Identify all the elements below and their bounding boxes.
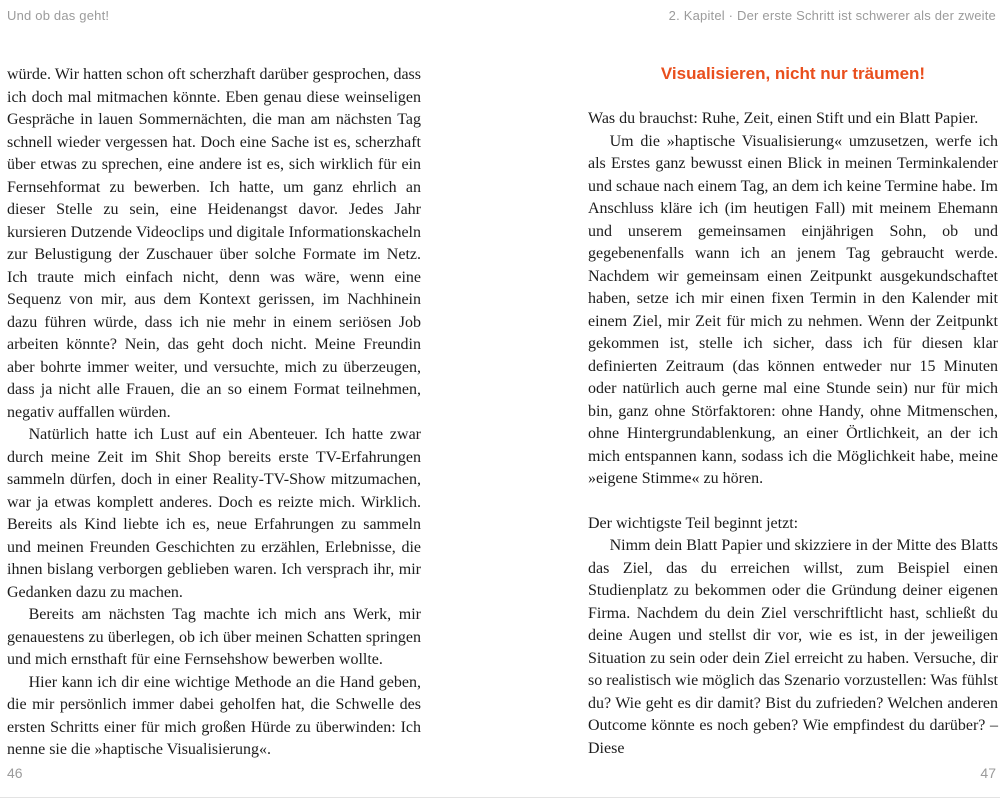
body-paragraph: Um die »haptische Visualisierung« umzusetzen, werfe ich als Erstes ganz bewusst einen Blick in meinen Terminkalender und schaue nach einem Tag, an dem ich keine Termine habe. Im Anschluss kläre ich (im heutigen Fall) mit meinem Ehemann und unserem gemeinsamen einjährigen Sohn, ob und gegebenenfalls wann ich an jenem Tag gebraucht werde. Nachdem wir gemeinsam einen Zeitpunkt ausgekundschaftet haben, setze ich mir einen fixen Termin in den Kalender mit einem Ziel, mir Zeit für mich zu nehmen. Wenn der Zeitpunkt gekommen ist, stelle ich sicher, dass ich für diesen klar definierten Zeitraum (das können entweder nur 15 Minuten oder natürlich auch gerne mal eine Stunde sein) nur für mich bin, ganz ohne Störfaktoren: ohne Handy, ohne Mitmenschen, ohne Hintergrundablenkung, an einer Örtlichkeit, an der ich mich entspannen kann, sodass ich die Möglichkeit habe, meine »eigene Stimme« zu hören. bbox=[588, 132, 998, 487]
body-paragraph: würde. Wir hatten schon oft scherzhaft darüber gesprochen, dass ich doch mal mitmachen könnte. Eben genau diese weinseligen Gespräche in lauen Sommernächten, die man am nächsten Tag schnell wieder vergessen hat. Doch eine Sache ist es, scherzhaft über etwas zu sprechen, eine andere ist es, sich wirklich für ein Fernsehformat zu bewerben. Ich hatte, um ganz ehrlich an dieser Stelle zu sein, eine Heidenangst davor. Jedes Jahr kursieren Dutzende Videoclips und digitale Informationskacheln zur Belustigung der Zuschauer über solche Formate im Netz. Ich traute mich einfach nicht, denn was wäre, wenn eine Sequenz von mir, aus dem Kontext gerissen, im Nachhinein dazu führen würde, dass ich nie mehr in einem seriösen Job arbeiten könnte? Nein, das geht doch nicht. Meine Freundin aber bohrte immer weiter, und versuchte, mich zu überzeugen, dass ja nicht alle Frauen, die an so einem Format teilnehmen, negativ auffallen würden. bbox=[7, 66, 421, 421]
body-paragraph: Hier kann ich dir eine wichtige Methode an die Hand geben, die mir persönlich immer dabei geholfen hat, die Schwelle des ersten Schritts einer für mich großen Hürde zu überwinden: Ich nenne sie die »haptische Visualisierung«. bbox=[7, 673, 421, 758]
running-header-right: 2. Kapitel · Der erste Schritt ist schwerer als der zweite bbox=[668, 8, 996, 23]
page-bottom-edge bbox=[0, 797, 1000, 798]
page-numbers bbox=[7, 765, 996, 781]
right-page bbox=[588, 64, 998, 760]
body-paragraph: Der wichtigste Teil beginnt jetzt: bbox=[588, 514, 799, 532]
body-paragraph: Natürlich hatte ich Lust auf ein Abenteuer. Ich hatte zwar durch meine Zeit im Shit Shop bereits erste TV-Erfahrungen sammeln dürfen, doch in einer Reality-TV-Show mitzumachen, war ja etwas komplett anderes. Doch es reizte mich. Wirklich. Bereits als Kind liebte ich es, neue Erfahrungen zu sammeln und meinen Freunden Geschichten zu erzählen, Erlebnisse, die ihnen bislang verborgen geblieben waren. Ich versprach ihr, mir Gedanken dazu zu machen. bbox=[7, 426, 421, 601]
running-header bbox=[7, 8, 996, 23]
section-heading: Visualisieren, nicht nur träumen! bbox=[660, 64, 926, 83]
page-number-right: 47 bbox=[980, 765, 996, 781]
left-page bbox=[7, 64, 421, 762]
body-paragraph: Bereits am nächsten Tag machte ich mich ans Werk, mir genauestens zu überlegen, ob ich über meinen Schatten springen und mich ernsthaft für eine Fernsehshow bewerben wollte. bbox=[7, 606, 421, 668]
body-paragraph: Was du brauchst: Ruhe, Zeit, einen Stift und ein Blatt Papier. bbox=[588, 110, 979, 127]
running-header-left: Und ob das geht! bbox=[7, 8, 110, 23]
body-paragraph: Nimm dein Blatt Papier und skizziere in der Mitte des Blatts das Ziel, das du erreichen willst, zum Beispiel einen Studienplatz zu bekommen oder die Gründung deiner eigenen Firma. Nachdem du dein Ziel verschriftlicht hast, schließt du deine Augen und stellst dir vor, wie es ist, in der jeweiligen Situation zu sein oder dein Ziel erreicht zu haben. Versuche, dir so realistisch wie möglich das Szenario vorzustellen: Was fühlst du? Wie geht es dir damit? Bist du zufrieden? Welchen anderen Outcome könnte es noch geben? Wie empfindest du darüber? – Diese bbox=[588, 537, 998, 757]
page-number-left: 46 bbox=[7, 765, 23, 781]
